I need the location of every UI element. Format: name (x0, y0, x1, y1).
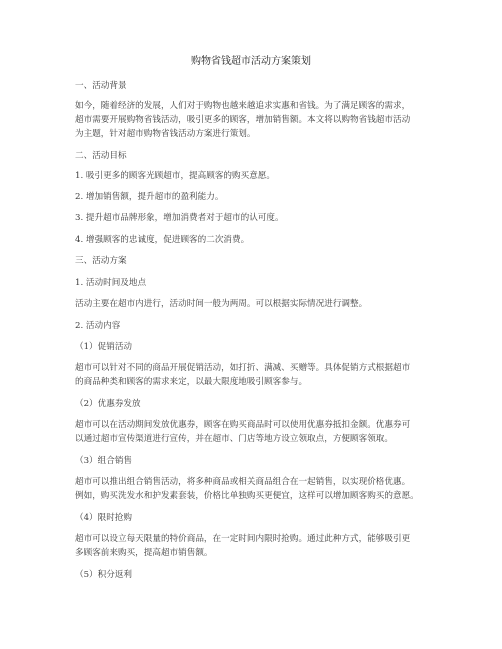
subsection-heading: 1. 活动时间及地点 (75, 278, 147, 288)
section-heading-goals: 二、活动目标 (75, 151, 127, 161)
paragraph-line: 的商品种类和顾客的需求来定，以最大限度地吸引顾客参与。 (75, 377, 308, 387)
goal-item: 1. 吸引更多的顾客光顾超市，提高顾客的购买意愿。 (75, 171, 275, 181)
paragraph-line: 例如，购买洗发水和护发素套装，价格比单独购买更便宜，这样可以增加顾客购买的意愿。 (75, 491, 419, 501)
paragraph-line: 活动主要在超市内进行，活动时间一般为两周。可以根据实际情况进行调整。 (75, 299, 368, 309)
paragraph-line: 为主题，针对超市购物省钱活动方案进行策划。 (75, 129, 256, 139)
section-heading-plan: 三、活动方案 (75, 256, 127, 266)
subsection-heading: 2. 活动内容 (75, 321, 121, 331)
paragraph-line: 超市可以在活动期间发放优惠券，顾客在购买商品时可以使用优惠券抵扣金额。优惠券可 (75, 420, 411, 430)
paragraph-line: 以通过超市宣传渠道进行宣传，并在超市、门店等地方设立领取点，方便顾客领取。 (75, 434, 393, 444)
paragraph-line: 超市可以推出组合销售活动，将多种商品或相关商品组合在一起销售，以实现价格优惠。 (75, 477, 411, 487)
item-heading: （4）限时抢购 (75, 513, 133, 523)
item-heading: （1）促销活动 (75, 342, 133, 352)
paragraph-line: 多顾客前来购买，提高超市销售额。 (75, 548, 213, 558)
goal-item: 3. 提升超市品牌形象，增加消费者对于超市的认可度。 (75, 213, 284, 223)
paragraph-line: 超市可以设立每天限量的特价商品，在一定时间内限时抢购。通过此种方式，能够吸引更 (75, 534, 411, 544)
item-heading: （3）组合销售 (75, 456, 133, 466)
document-title: 购物省钱超市活动方案策划 (191, 56, 311, 67)
item-heading: （5）积分返利 (75, 570, 133, 580)
goal-item: 4. 增强顾客的忠诚度，促进顾客的二次消费。 (75, 235, 250, 245)
paragraph-line: 超市可以针对不同的商品开展促销活动，如打折、满减、买赠等。具体促销方式根据超市 (75, 363, 411, 373)
section-heading-background: 一、活动背景 (75, 81, 127, 91)
item-heading: （2）优惠券发放 (75, 399, 141, 409)
paragraph-line: 如今，随着经济的发展，人们对于购物也越来越追求实惠和省钱。为了满足顾客的需求， (75, 101, 411, 111)
goal-item: 2. 增加销售额，提升超市的盈利能力。 (75, 192, 224, 202)
paragraph-line: 超市需要开展购物省钱活动，吸引更多的顾客，增加销售额。本文将以购物省钱超市活动 (75, 115, 411, 125)
